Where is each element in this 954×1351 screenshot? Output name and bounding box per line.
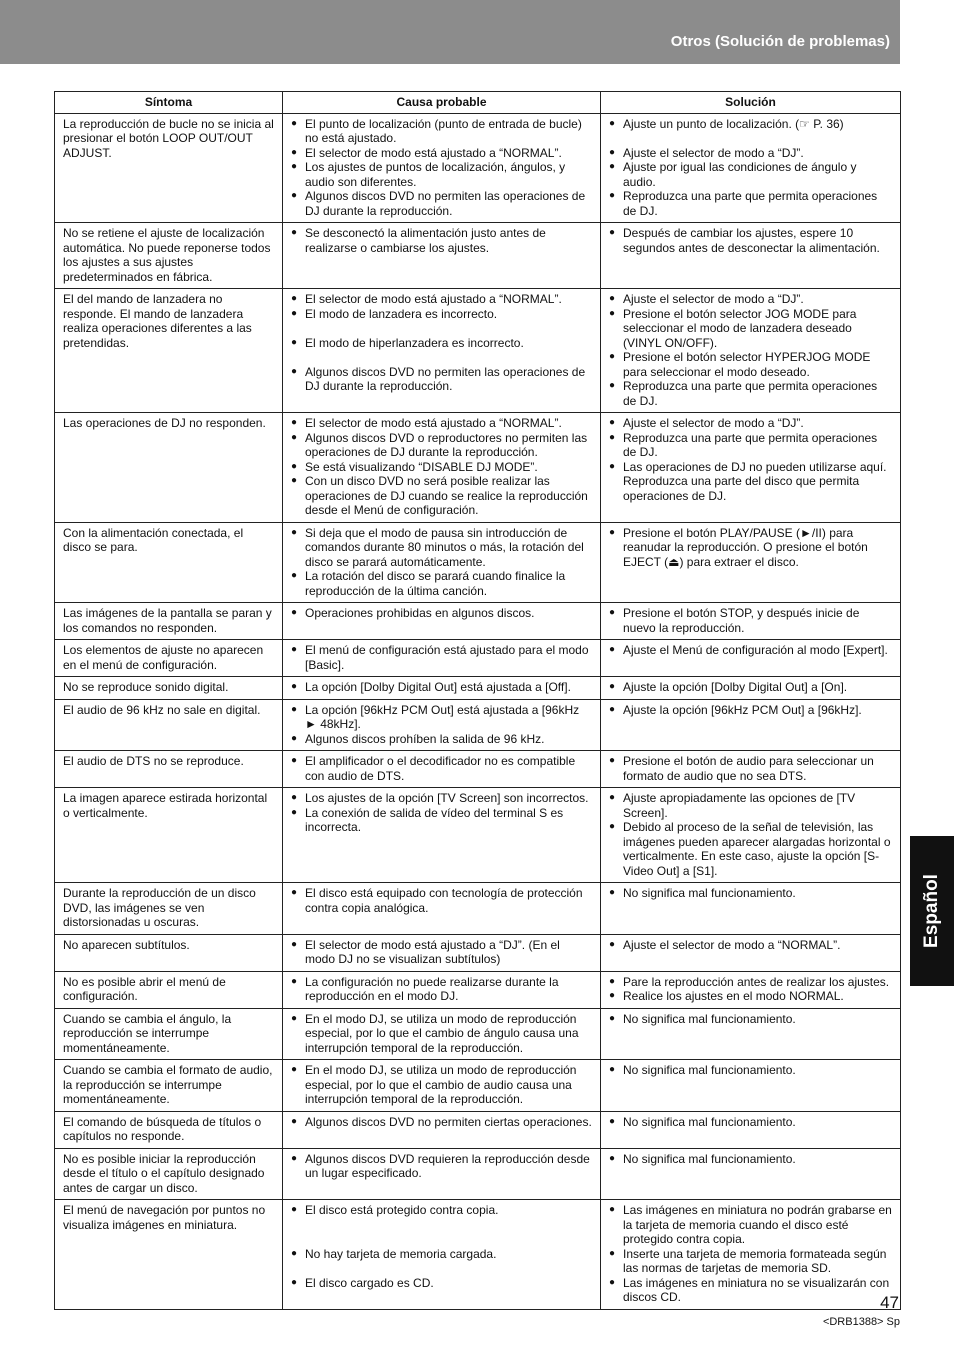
causa-cell [283,1111,601,1148]
solucion-cell-list [609,680,892,695]
solucion-cell-list [609,1012,892,1027]
list-item: ● Ajuste el Menú de configuración al modo [Expert]. [609,643,892,658]
table-row [55,1200,901,1310]
solucion-cell-list [609,886,892,901]
causa-cell [283,1060,601,1112]
solucion-cell [601,677,901,700]
table-row [55,934,901,971]
causa-cell-list [291,526,592,599]
list-item: ● No significa mal funcionamiento. [609,1152,892,1167]
list-item: ● Los ajustes de puntos de localización, ángulos, y audio son diferentes. [291,160,592,189]
causa-cell [283,934,601,971]
sintoma-cell: Durante la reproducción de un disco DVD, las imágenes se ven distorsionadas u oscuras. [55,883,283,935]
causa-cell-list [291,754,592,783]
list-item: ● Algunos discos DVD o reproductores no permiten las operaciones de DJ durante la reproducción. [291,431,592,460]
solucion-cell [601,1111,901,1148]
list-spacer [291,1261,592,1276]
causa-cell-list [291,117,592,219]
list-item: ● El disco está equipado con tecnología de protección contra copia analógica. [291,886,592,915]
list-item: ● No significa mal funcionamiento. [609,1012,892,1027]
causa-cell [283,603,601,640]
table-row [55,640,901,677]
list-item: ● Algunos discos DVD no permiten las operaciones de DJ durante la reproducción. [291,365,592,394]
causa-cell [283,223,601,289]
solucion-cell-list [609,292,892,408]
list-item: ● Presione el botón STOP, y después inicie de nuevo la reproducción. [609,606,892,635]
list-item: ● La conexión de salida de vídeo del terminal S es incorrecta. [291,806,592,835]
solucion-cell [601,113,901,223]
list-item: ● Se desconectó la alimentación justo antes de realizarse o cambiarse los ajustes. [291,226,592,255]
table-row [55,223,901,289]
list-item: ● La opción [Dolby Digital Out] está ajustada a [Off]. [291,680,592,695]
solucion-cell-list [609,226,892,255]
list-item: ● El modo de hiperlanzadera es incorrecto. [291,336,592,351]
solucion-cell-list [609,754,892,783]
solucion-cell-list [609,606,892,635]
list-item: ● No significa mal funcionamiento. [609,1063,892,1078]
sintoma-cell: La imagen aparece estirada horizontal o verticalmente. [55,788,283,883]
table-row [55,677,901,700]
solucion-cell [601,1008,901,1060]
solucion-cell [601,603,901,640]
list-item: ● Después de cambiar los ajustes, espere 10 segundos antes de desconectar la alimentación. [609,226,892,255]
solucion-cell [601,522,901,603]
causa-cell-list [291,606,592,621]
solucion-cell [601,788,901,883]
solucion-cell-list [609,1203,892,1305]
table-row [55,113,901,223]
causa-cell [283,1148,601,1200]
troubleshooting-table [54,91,901,1310]
causa-cell [283,971,601,1008]
solucion-cell [601,1060,901,1112]
causa-cell-list [291,292,592,394]
solucion-cell [601,971,901,1008]
table-row [55,751,901,788]
causa-cell [283,640,601,677]
causa-cell [283,413,601,523]
language-tab-label: Español [921,874,942,948]
list-item: ● Ajuste el selector de modo a “NORMAL”. [609,938,892,953]
causa-cell-list [291,886,592,915]
solucion-cell [601,699,901,751]
solucion-cell-list [609,1063,892,1078]
causa-cell-list [291,938,592,967]
sintoma-cell: No es posible abrir el menú de configuración. [55,971,283,1008]
table-row [55,1008,901,1060]
list-item: ● Ajuste un punto de localización. (☞ P. 36) [609,117,892,132]
list-item: ● Inserte una tarjeta de memoria formateada según las normas de tarjetas de memoria SD. [609,1247,892,1276]
list-item: ● En el modo DJ, se utiliza un modo de reproducción especial, por lo que el cambio de ángulo causa una interrupción temporal de la reproducción. [291,1012,592,1056]
table-row [55,699,901,751]
list-spacer [291,321,592,336]
list-spacer [291,350,592,365]
list-item: ● El selector de modo está ajustado a “NORMAL”. [291,292,592,307]
sintoma-cell: No es posible iniciar la reproducción desde el título o el capítulo designado antes de cargar un disco. [55,1148,283,1200]
list-item: ● El selector de modo está ajustado a “NORMAL”. [291,146,592,161]
solucion-cell-list [609,416,892,503]
causa-cell [283,751,601,788]
list-item: ● Debido al proceso de la señal de televisión, las imágenes pueden aparecer alargadas horizontal o verticalmente. En este caso, ajuste la opción [S-Video Out] a [S1]. [609,820,892,878]
causa-cell-list [291,975,592,1004]
list-item: ● Reproduzca una parte que permita operaciones de DJ. [609,431,892,460]
causa-cell-list [291,791,592,835]
sintoma-cell: No se retiene el ajuste de localización automática. No puede reponerse todos los ajustes a sus ajustes predeterminados en fábrica. [55,223,283,289]
solucion-cell [601,883,901,935]
list-item: ● Reproduzca una parte que permita operaciones de DJ. [609,379,892,408]
causa-cell-list [291,1063,592,1107]
table-row [55,788,901,883]
list-item: ● Si deja que el modo de pausa sin introducción de comandos durante 80 minutos o más, la rotación del disco se parará automáticamente. [291,526,592,570]
list-item: ● Ajuste el selector de modo a “DJ”. [609,416,892,431]
list-item: ● Se está visualizando “DISABLE DJ MODE”. [291,460,592,475]
solucion-cell-list [609,117,892,219]
solucion-cell-list [609,975,892,1004]
solucion-cell-list [609,1152,892,1167]
table-row [55,289,901,413]
sintoma-cell: El comando de búsqueda de títulos o capítulos no responde. [55,1111,283,1148]
table-body [55,113,901,1309]
table-header-row [55,92,901,114]
causa-cell-list [291,1012,592,1056]
list-item: ● El modo de lanzadera es incorrecto. [291,307,592,322]
list-item: ● En el modo DJ, se utiliza un modo de reproducción especial, por lo que el cambio de audio causa una interrupción temporal de la reproducción. [291,1063,592,1107]
list-spacer [291,1218,592,1233]
page-number: 47 [880,1293,899,1312]
causa-cell-list [291,226,592,255]
list-item: ● No hay tarjeta de memoria cargada. [291,1247,592,1262]
language-tab [910,836,954,986]
list-item: ● No significa mal funcionamiento. [609,1115,892,1130]
sintoma-cell: El audio de DTS no se reproduce. [55,751,283,788]
sintoma-cell: La reproducción de bucle no se inicia al presionar el botón LOOP OUT/OUT ADJUST. [55,113,283,223]
list-item: ● La rotación del disco se parará cuando finalice la reproducción de la última canción. [291,569,592,598]
causa-cell [283,113,601,223]
solucion-cell-list [609,643,892,658]
sintoma-cell: Con la alimentación conectada, el disco se para. [55,522,283,603]
solucion-cell [601,223,901,289]
solucion-cell-list [609,526,892,570]
list-item: ● El disco cargado es CD. [291,1276,592,1291]
list-spacer [291,1232,592,1247]
solucion-cell [601,289,901,413]
causa-cell-list [291,1115,592,1130]
causa-cell [283,883,601,935]
column-header-solucion: Solución [601,92,901,114]
causa-cell-list [291,1203,592,1290]
list-item: ● Ajuste la opción [Dolby Digital Out] a [On]. [609,680,892,695]
list-item: ● Las operaciones de DJ no pueden utilizarse aquí. Reproduzca una parte del disco que permita operaciones de DJ. [609,460,892,504]
sintoma-cell: El del mando de lanzadera no responde. El mando de lanzadera realiza operaciones diferentes a las pretendidas. [55,289,283,413]
list-spacer [609,131,892,146]
list-item: ● Las imágenes en miniatura no se visualizarán con discos CD. [609,1276,892,1305]
sintoma-cell: Cuando se cambia el ángulo, la reproducción se interrumpe momentáneamente. [55,1008,283,1060]
solucion-cell [601,640,901,677]
list-item: ● El menú de configuración está ajustado para el modo [Basic]. [291,643,592,672]
solucion-cell [601,751,901,788]
list-item: ● Los ajustes de la opción [TV Screen] son incorrectos. [291,791,592,806]
table-row [55,883,901,935]
column-header-causa: Causa probable [283,92,601,114]
solucion-cell [601,1148,901,1200]
solucion-cell-list [609,791,892,878]
table-row [55,1060,901,1112]
solucion-cell-list [609,703,892,718]
causa-cell-list [291,680,592,695]
list-item: ● Algunos discos prohíben la salida de 96 kHz. [291,732,592,747]
list-item: ● Operaciones prohibidas en algunos discos. [291,606,592,621]
section-title: Otros (Solución de problemas) [670,33,890,50]
causa-cell-list [291,643,592,672]
table-row [55,603,901,640]
list-item: ● Ajuste el selector de modo a “DJ”. [609,292,892,307]
sintoma-cell: Las operaciones de DJ no responden. [55,413,283,523]
list-item: ● La opción [96kHz PCM Out] está ajustada a [96kHz ► 48kHz]. [291,703,592,732]
solucion-cell [601,413,901,523]
column-header-sintoma: Síntoma [55,92,283,114]
sintoma-cell: Cuando se cambia el formato de audio, la reproducción se interrumpe momentáneamente. [55,1060,283,1112]
list-item: ● El selector de modo está ajustado a “NORMAL”. [291,416,592,431]
sintoma-cell: Los elementos de ajuste no aparecen en el menú de configuración. [55,640,283,677]
list-item: ● Algunos discos DVD no permiten las operaciones de DJ durante la reproducción. [291,189,592,218]
solucion-cell [601,934,901,971]
list-item: ● Ajuste el selector de modo a “DJ”. [609,146,892,161]
list-item: ● Algunos discos DVD no permiten ciertas operaciones. [291,1115,592,1130]
list-item: ● Ajuste la opción [96kHz PCM Out] a [96kHz]. [609,703,892,718]
list-item: ● Presione el botón PLAY/PAUSE (►/II) para reanudar la reproducción. O presione el botón EJECT (⏏) para extraer el disco. [609,526,892,570]
causa-cell [283,522,601,603]
causa-cell [283,699,601,751]
list-item: ● Ajuste por igual las condiciones de ángulo y audio. [609,160,892,189]
table-row [55,413,901,523]
sintoma-cell: No se reproduce sonido digital. [55,677,283,700]
list-item: ● Algunos discos DVD requieren la reproducción desde un lugar especificado. [291,1152,592,1181]
solucion-cell-list [609,938,892,953]
list-item: ● Las imágenes en miniatura no podrán grabarse en la tarjeta de memoria cuando el disco esté protegido contra copia. [609,1203,892,1247]
page-header-bar [0,0,900,64]
list-item: ● Con un disco DVD no será posible realizar las operaciones de DJ cuando se realice la reproducción desde el Menú de configuración. [291,474,592,518]
document-code: <DRB1388> Sp [822,1316,900,1328]
table-row [55,1148,901,1200]
table-row [55,971,901,1008]
causa-cell [283,788,601,883]
causa-cell [283,1200,601,1310]
list-item: ● El disco está protegido contra copia. [291,1203,592,1218]
solucion-cell [601,1200,901,1310]
causa-cell-list [291,703,592,747]
list-item: ● Presione el botón selector HYPERJOG MODE para seleccionar el modo deseado. [609,350,892,379]
sintoma-cell: Las imágenes de la pantalla se paran y los comandos no responden. [55,603,283,640]
sintoma-cell: El audio de 96 kHz no sale en digital. [55,699,283,751]
list-item: ● Pare la reproducción antes de realizar los ajustes. [609,975,892,990]
causa-cell [283,677,601,700]
list-item: ● El selector de modo está ajustado a “DJ”. (En el modo DJ no se visualizan subtítulos) [291,938,592,967]
sintoma-cell: No aparecen subtítulos. [55,934,283,971]
causa-cell [283,1008,601,1060]
causa-cell-list [291,1152,592,1181]
list-item: ● Presione el botón de audio para seleccionar un formato de audio que no sea DTS. [609,754,892,783]
list-item: ● Realice los ajustes en el modo NORMAL. [609,989,892,1004]
causa-cell [283,289,601,413]
list-item: ● Presione el botón selector JOG MODE para seleccionar el modo de lanzadera deseado (VINYL ON/OFF). [609,307,892,351]
sintoma-cell: El menú de navegación por puntos no visualiza imágenes en miniatura. [55,1200,283,1310]
table-row [55,1111,901,1148]
list-item: ● La configuración no puede realizarse durante la reproducción en el modo DJ. [291,975,592,1004]
list-item: ● El amplificador o el decodificador no es compatible con audio de DTS. [291,754,592,783]
list-item: ● El punto de localización (punto de entrada de bucle) no está ajustado. [291,117,592,146]
causa-cell-list [291,416,592,518]
list-item: ● Ajuste apropiadamente las opciones de [TV Screen]. [609,791,892,820]
list-item: ● Reproduzca una parte que permita operaciones de DJ. [609,189,892,218]
list-item: ● No significa mal funcionamiento. [609,886,892,901]
table-row [55,522,901,603]
solucion-cell-list [609,1115,892,1130]
